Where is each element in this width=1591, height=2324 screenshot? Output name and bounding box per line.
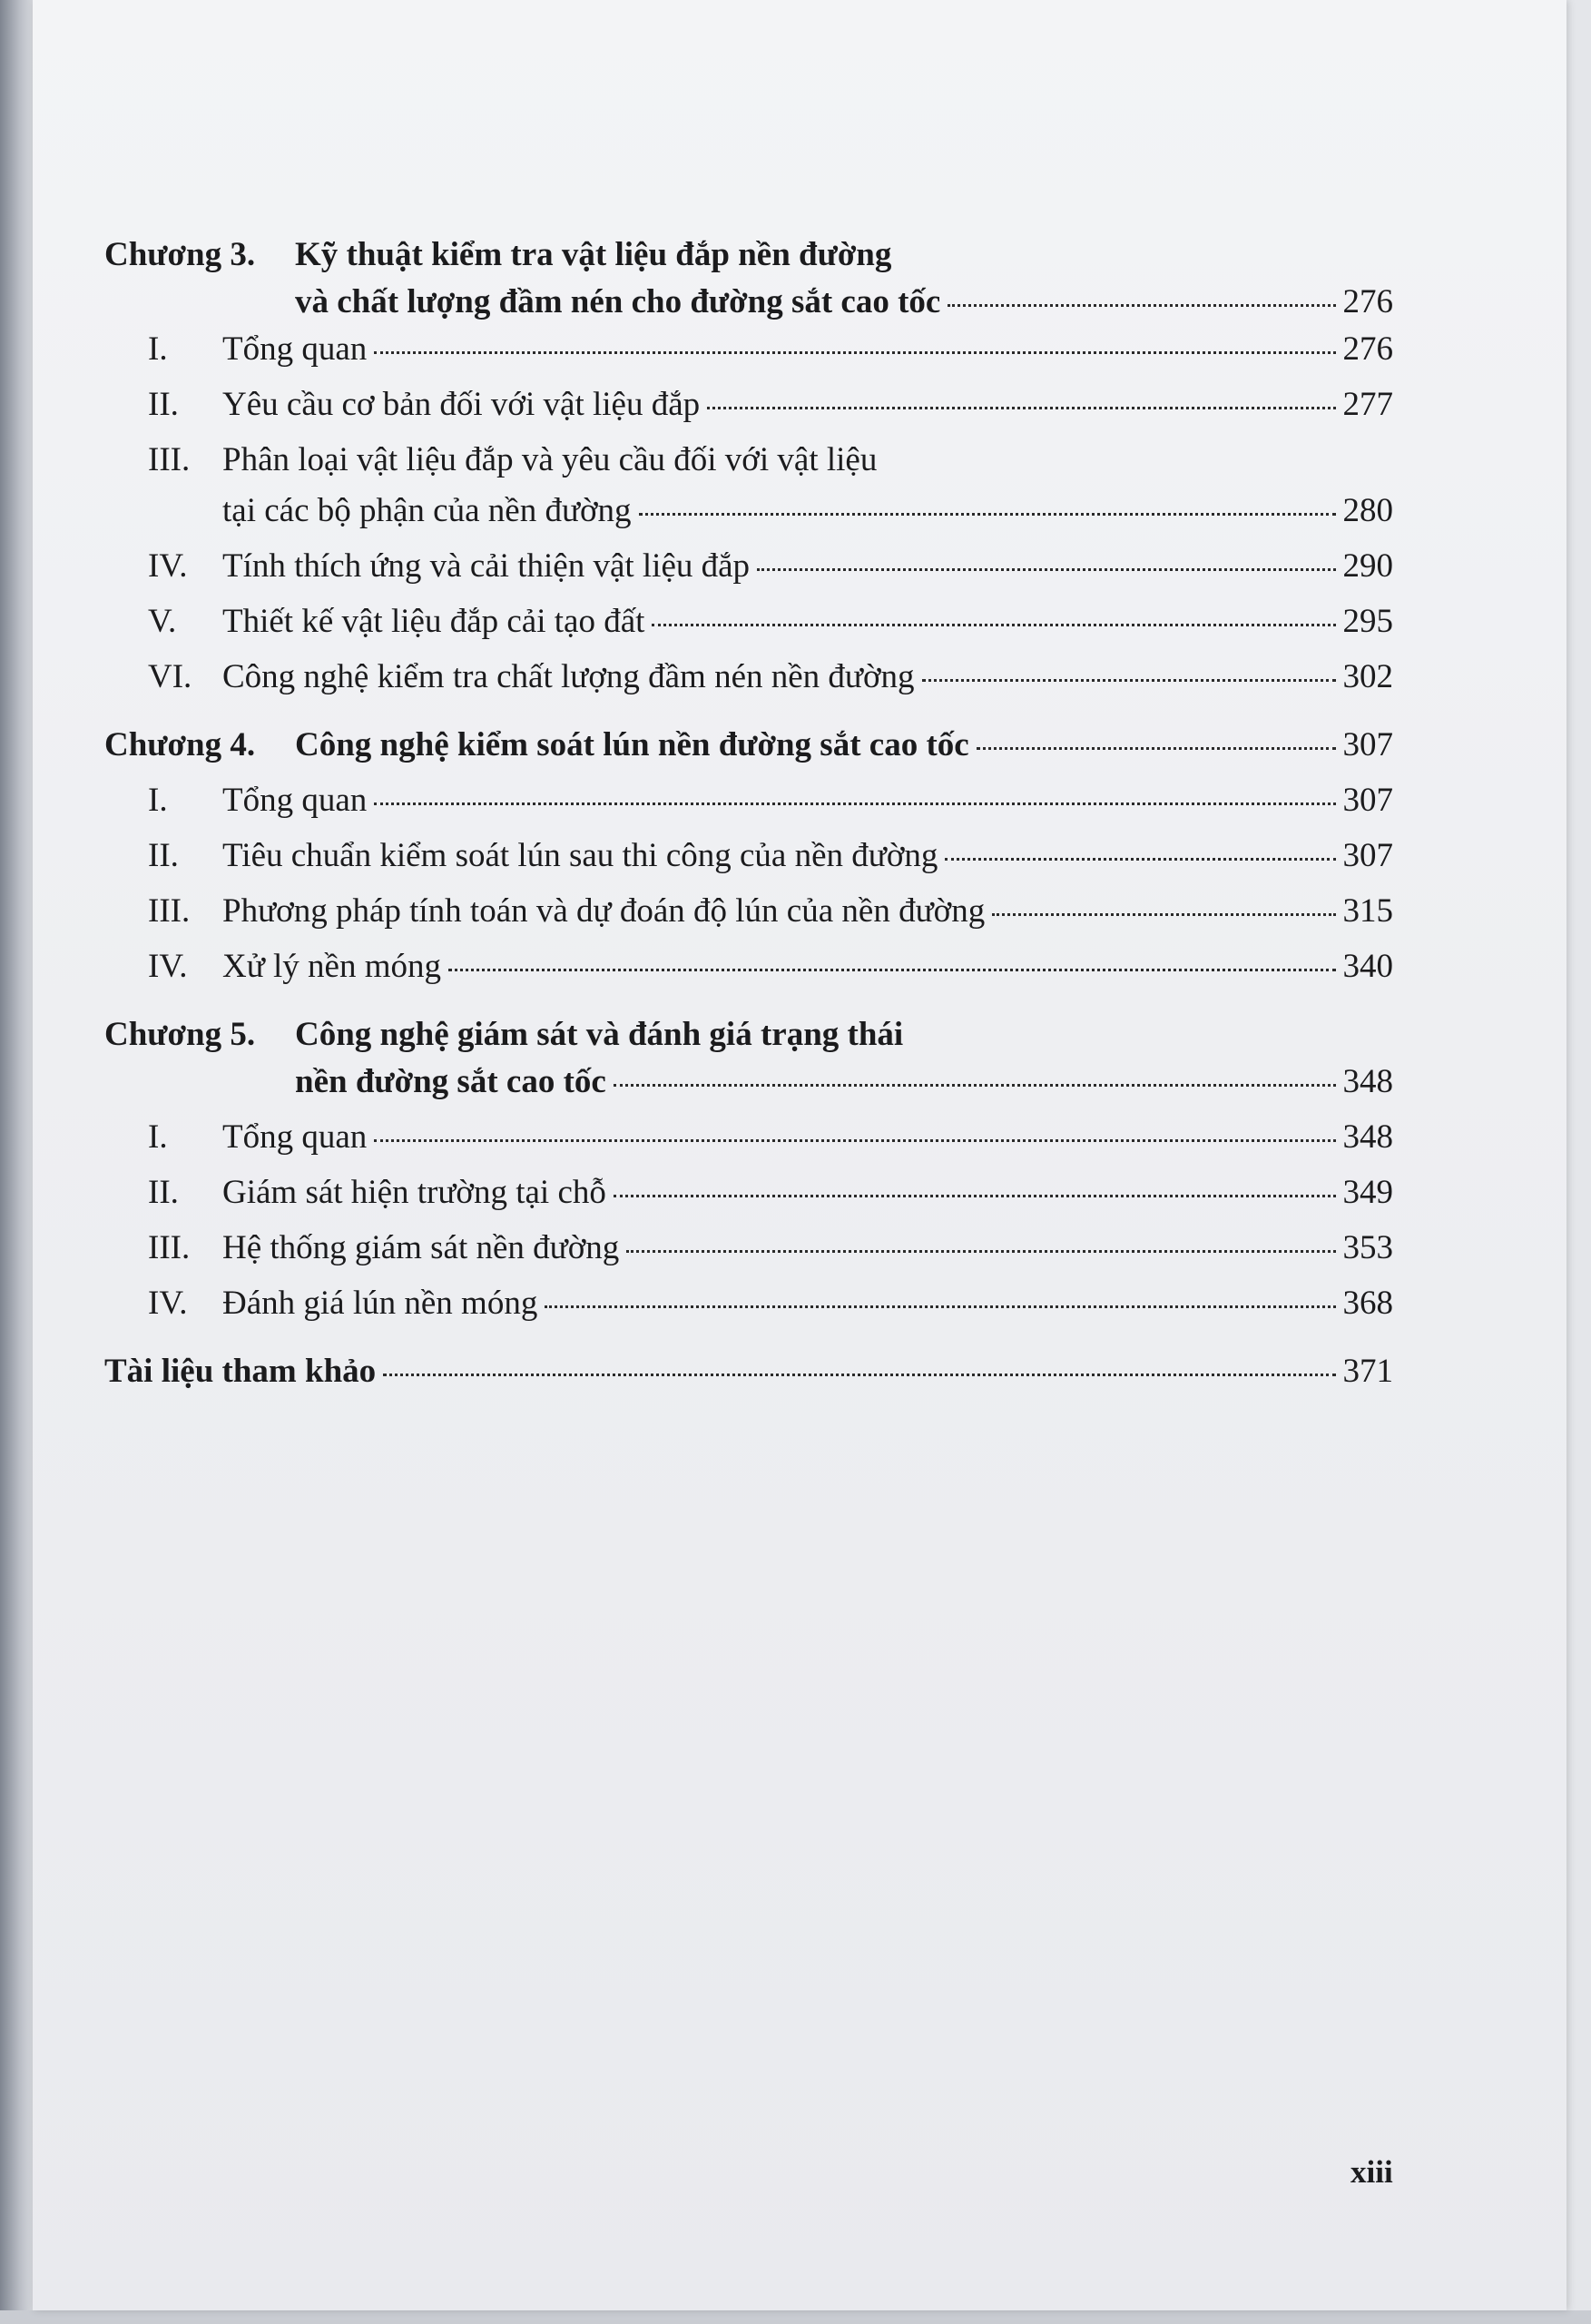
- dot-leader: [374, 803, 1335, 805]
- chapter-3: [104, 231, 1393, 709]
- page-number: 353: [1342, 1229, 1393, 1266]
- table-of-contents: [104, 231, 1393, 1395]
- section-number: II.: [148, 1174, 179, 1211]
- section-title: Đánh giá lún nền móng: [222, 1285, 538, 1322]
- chapter-title: Kỹ thuật kiểm tra vật liệu đắp nền đường: [295, 236, 892, 273]
- toc-entry: [104, 326, 1393, 381]
- folio-page-number: xiii: [1350, 2154, 1393, 2190]
- chapter-heading-line: [104, 279, 1393, 326]
- dot-leader: [383, 1374, 1335, 1376]
- chapter-number: Chương 4.: [104, 726, 256, 763]
- dot-leader: [922, 679, 1336, 682]
- toc-entry: [104, 654, 1393, 709]
- section-title: Tiêu chuẩn kiểm soát lún sau thi công của nền đường: [222, 837, 938, 874]
- dot-leader: [614, 1084, 1336, 1087]
- chapter-heading-line: [104, 722, 1393, 777]
- toc-entry: [104, 381, 1393, 437]
- chapter-number: Chương 5.: [104, 1016, 256, 1053]
- dot-leader: [707, 407, 1335, 409]
- toc-entry: [104, 832, 1393, 888]
- chapter-title: Công nghệ kiểm soát lún nền đường sắt cao tốc: [295, 726, 969, 763]
- section-number: III.: [148, 441, 191, 478]
- dot-leader: [545, 1305, 1335, 1308]
- toc-entry: [104, 777, 1393, 832]
- dot-leader: [639, 513, 1336, 516]
- section-number: VI.: [148, 658, 192, 695]
- page-number: 276: [1342, 330, 1393, 368]
- book-spine: [0, 0, 33, 2324]
- dot-leader: [614, 1195, 1336, 1197]
- dot-leader: [757, 568, 1335, 571]
- page-number: 349: [1342, 1174, 1393, 1211]
- page-number: 348: [1342, 1063, 1393, 1100]
- chapter-title: nền đường sắt cao tốc: [295, 1063, 606, 1100]
- section-title: Phương pháp tính toán và dự đoán độ lún của nền đường: [222, 892, 986, 930]
- dot-leader: [448, 969, 1335, 971]
- toc-entry: [104, 598, 1393, 654]
- page-number: 302: [1342, 658, 1393, 695]
- dot-leader: [945, 858, 1335, 861]
- section-title: Yêu cầu cơ bản đối với vật liệu đắp: [222, 386, 701, 423]
- section-number: I.: [148, 1118, 168, 1156]
- section-title: Tổng quan: [222, 1118, 368, 1156]
- toc-entry: [104, 543, 1393, 598]
- section-title: Giám sát hiện trường tại chỗ: [222, 1174, 606, 1211]
- toc-entry: [104, 943, 1393, 999]
- toc-entry-continued: [104, 487, 1393, 543]
- references-label: Tài liệu tham khảo: [104, 1353, 377, 1390]
- dot-leader: [977, 747, 1336, 750]
- references-entry: [104, 1348, 1393, 1395]
- section-title: Tính thích ứng và cải thiện vật liệu đắp: [222, 547, 751, 585]
- section-number: II.: [148, 386, 179, 423]
- section-number: I.: [148, 782, 168, 819]
- section-number: IV.: [148, 547, 188, 585]
- chapter-heading-line: [104, 1011, 1393, 1059]
- chapter-4: [104, 722, 1393, 999]
- section-number: IV.: [148, 1285, 188, 1322]
- section-title: Tổng quan: [222, 782, 368, 819]
- section-title: Thiết kế vật liệu đắp cải tạo đất: [222, 603, 645, 640]
- section-title: Xử lý nền móng: [222, 948, 442, 985]
- section-title: Phân loại vật liệu đắp và yêu cầu đối với vật liệu: [222, 441, 878, 478]
- dot-leader: [374, 351, 1335, 354]
- page-number: 371: [1342, 1353, 1393, 1390]
- section-number: II.: [148, 837, 179, 874]
- page-number: 307: [1342, 726, 1393, 763]
- page-bottom-edge: [0, 2310, 1591, 2324]
- section-number: III.: [148, 892, 191, 930]
- dot-leader: [652, 624, 1335, 626]
- section-number: V.: [148, 603, 177, 640]
- section-title: tại các bộ phận của nền đường: [222, 492, 632, 529]
- toc-entry: [104, 437, 1393, 487]
- page-number: 315: [1342, 892, 1393, 930]
- section-title: Công nghệ kiểm tra chất lượng đầm nén nền đường: [222, 658, 915, 695]
- page-number: 307: [1342, 837, 1393, 874]
- dot-leader: [948, 304, 1335, 307]
- chapter-heading-line: [104, 231, 1393, 279]
- toc-entry: [104, 1169, 1393, 1225]
- page-number: 276: [1342, 283, 1393, 320]
- section-number: III.: [148, 1229, 191, 1266]
- page-number: 368: [1342, 1285, 1393, 1322]
- chapter-title: và chất lượng đầm nén cho đường sắt cao tốc: [295, 283, 941, 320]
- page-number: 348: [1342, 1118, 1393, 1156]
- toc-entry: [104, 1114, 1393, 1169]
- page-number: 277: [1342, 386, 1393, 423]
- section-title: Tổng quan: [222, 330, 368, 368]
- chapter-5: [104, 1011, 1393, 1335]
- dot-leader: [374, 1139, 1335, 1142]
- page-number: 340: [1342, 948, 1393, 985]
- chapter-heading-line: [104, 1059, 1393, 1114]
- toc-entry: [104, 1280, 1393, 1335]
- toc-entry: [104, 888, 1393, 943]
- toc-entry: [104, 1225, 1393, 1280]
- page-number: 290: [1342, 547, 1393, 585]
- section-number: I.: [148, 330, 168, 368]
- page-number: 307: [1342, 782, 1393, 819]
- page-number: 280: [1342, 492, 1393, 529]
- section-number: IV.: [148, 948, 188, 985]
- section-title: Hệ thống giám sát nền đường: [222, 1229, 620, 1266]
- chapter-title: Công nghệ giám sát và đánh giá trạng thái: [295, 1016, 904, 1053]
- page-number: 295: [1342, 603, 1393, 640]
- chapter-number: Chương 3.: [104, 236, 256, 273]
- dot-leader: [992, 913, 1335, 916]
- dot-leader: [626, 1250, 1335, 1253]
